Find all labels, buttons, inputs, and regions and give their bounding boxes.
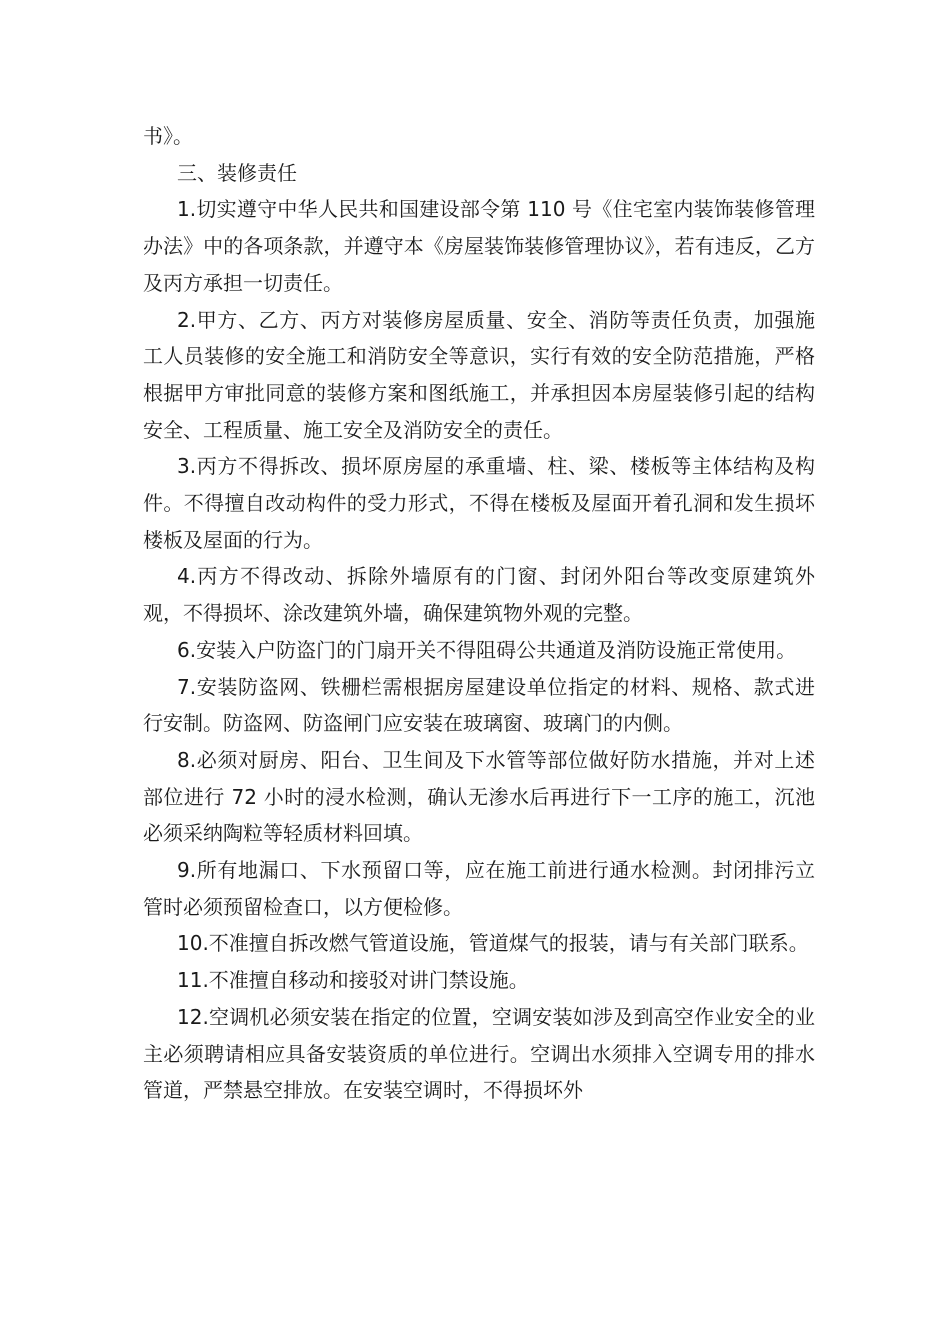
section-heading: 三、装修责任 (177, 160, 297, 185)
clause-9: 9.所有地漏口、下水预留口等，应在施工前进行通水检测。封闭排污立管时必须预留检查口，以方便检修。 (143, 858, 815, 919)
clause-6: 6.安装入户防盗门的门扇开关不得阻碍公共通道及消防设施正常使用。 (177, 637, 797, 662)
clause-1: 1.切实遵守中华人民共和国建设部令第 110 号《住宅室内装饰装修管理办法》中的各项条款，并遵守本《房屋装饰装修管理协议》，若有违反，乙方及丙方承担一切责任。 (143, 197, 815, 295)
document-body (143, 118, 815, 1109)
clause-11: 11.不准擅自移动和接驳对讲门禁设施。 (177, 968, 529, 993)
clause-2: 2.甲方、乙方、丙方对装修房屋质量、安全、消防等责任负责，加强施工人员装修的安全施工和消防安全等意识，实行有效的安全防范措施，严格根据甲方审批同意的装修方案和图纸施工，并承担因本房屋装修引起的结构安全、工程质量、施工安全及消防安全的责任。 (143, 307, 815, 442)
clause-7: 7.安装防盗网、铁栅栏需根据房屋建设单位指定的材料、规格、款式进行安制。防盗网、防盗闸门应安装在玻璃窗、玻璃门的内侧。 (143, 674, 815, 736)
clause-4: 4.丙方不得改动、拆除外墙原有的门窗、封闭外阳台等改变原建筑外观，不得损坏、涂改建筑外墙，确保建筑物外观的完整。 (143, 564, 815, 626)
paragraph-continuation: 书》。 (143, 124, 193, 148)
clause-3: 3.丙方不得拆改、损坏原房屋的承重墙、柱、梁、楼板等主体结构及构件。不得擅自改动构件的受力形式，不得在楼板及屋面开着孔洞和发生损坏楼板及屋面的行为。 (143, 454, 815, 552)
clause-10: 10.不准擅自拆改燃气管道设施，管道煤气的报装，请与有关部门联系。 (177, 931, 809, 956)
clause-8: 8.必须对厨房、阳台、卫生间及下水管等部位做好防水措施，并对上述部位进行 72 小时的浸水检测，确认无渗水后再进行下一工序的施工，沉池必须采纳陶粒等轻质材料回填。 (143, 747, 815, 846)
clause-12: 12.空调机必须安装在指定的位置，空调安装如涉及到高空作业安全的业主必须聘请相应具备安装资质的单位进行。空调出水须排入空调专用的排水管道，严禁悬空排放。在安装空调时，不得损坏外 (143, 1004, 815, 1103)
